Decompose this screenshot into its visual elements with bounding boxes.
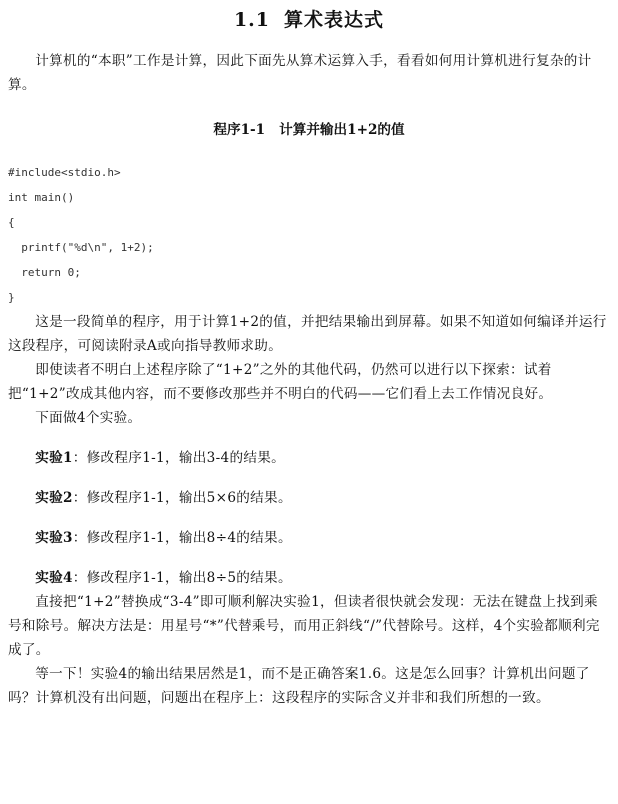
experiment-1 <box>8 446 610 470</box>
intro-paragraph: 计算机的“本职”工作是计算，因此下面先从算术运算入手，看看如何用计算机进行复杂的计算。 <box>8 53 592 93</box>
program-caption-text: 计算并输出1+2的值 <box>279 122 405 138</box>
code-block <box>8 160 610 310</box>
experiment-label: 实验1 <box>35 450 73 466</box>
paragraph-5: 等一下！实验4的输出结果居然是1，而不是正确答案1.6。这是怎么回事？计算机出问题了吗？计算机没有出问题，问题出在程序上：这段程序的实际含义并非和我们所想的一致。 <box>8 666 590 706</box>
section-title-text: 算术表达式 <box>284 9 385 31</box>
experiment-4 <box>8 566 610 590</box>
code-line: printf("%d\n", 1+2); <box>8 241 154 254</box>
experiment-label: 实验3 <box>35 530 73 546</box>
section-title <box>8 8 610 32</box>
experiment-2 <box>8 486 610 510</box>
paragraph-3: 下面做4个实验。 <box>35 410 142 426</box>
paragraph-4: 直接把“1+2”替换成“3-4”即可顺利解决实验1，但读者很快就会发现：无法在键盘上找到乘号和除号。解决方法是：用星号“*”代替乘号，而用正斜线“/”代替除号。这样，4个实验都顺利完成了。 <box>8 594 600 658</box>
code-line: int main() <box>8 191 75 204</box>
experiment-3 <box>8 526 610 550</box>
code-line: { <box>8 216 15 229</box>
paragraph-1: 这是一段简单的程序，用于计算1+2的值，并把结果输出到屏幕。如果不知道如何编译并运行这段程序，可阅读附录A或向指导教师求助。 <box>8 314 607 354</box>
experiment-text: ：修改程序1-1，输出5×6的结果。 <box>72 490 292 506</box>
experiment-text: ：修改程序1-1，输出3-4的结果。 <box>72 450 286 466</box>
program-caption <box>8 120 610 140</box>
program-number: 程序1-1 <box>213 122 266 138</box>
document-page <box>0 8 618 804</box>
experiment-text: ：修改程序1-1，输出8÷5的结果。 <box>72 570 292 586</box>
code-line: return 0; <box>8 266 81 279</box>
experiment-label: 实验4 <box>35 570 73 586</box>
code-line: #include<stdio.h> <box>8 166 121 179</box>
experiment-label: 实验2 <box>35 490 73 506</box>
code-line: } <box>8 291 15 304</box>
paragraph-2: 即使读者不明白上述程序除了“1+2”之外的其他代码，仍然可以进行以下探索：试着把“1+2”改成其他内容，而不要修改那些并不明白的代码——它们看上去工作情况良好。 <box>8 362 553 402</box>
experiment-text: ：修改程序1-1，输出8÷4的结果。 <box>72 530 292 546</box>
section-number: 1.1 <box>233 9 271 31</box>
